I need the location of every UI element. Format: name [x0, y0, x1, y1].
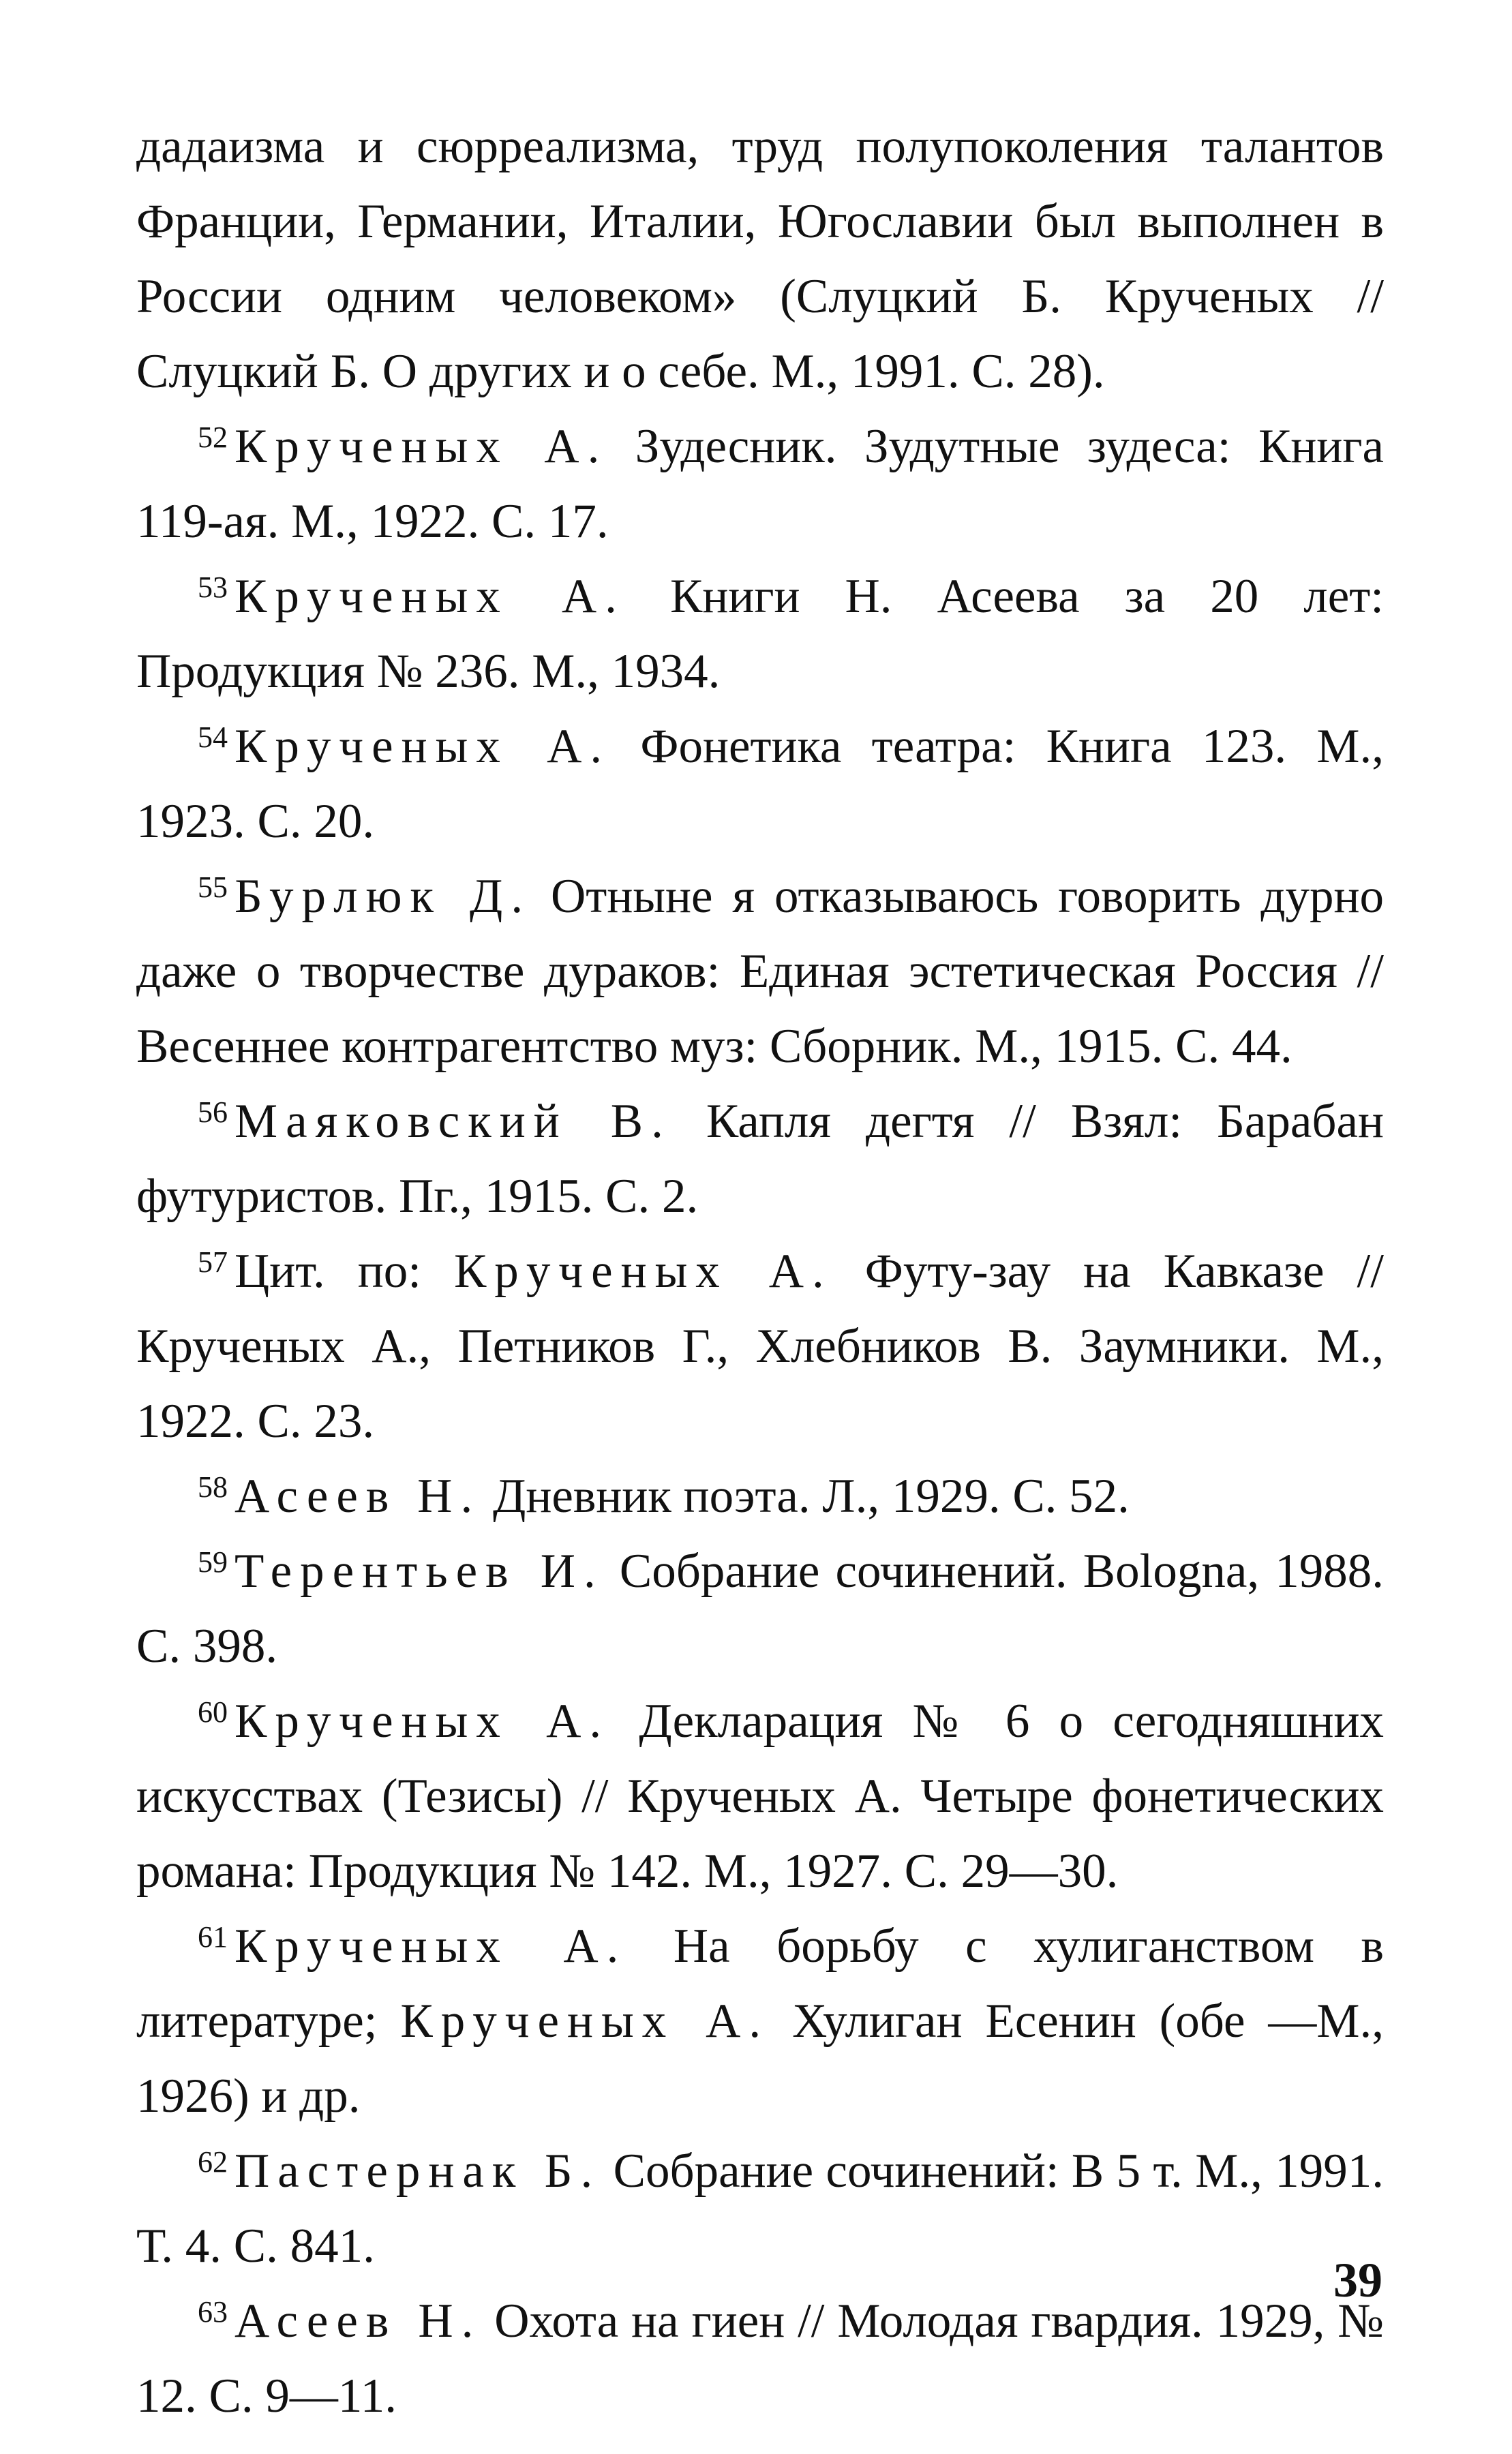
footnote-author: Асеев Н.	[235, 1470, 481, 1523]
footnote-author: Крученых А.	[235, 1920, 627, 1973]
footnote-text: Собрание сочинений. Bologna, 1988. С. 398.	[136, 1545, 1384, 1673]
page-number: 39	[1333, 2253, 1382, 2307]
footnote-56	[136, 1084, 1384, 1234]
footnote-55	[136, 859, 1384, 1084]
footnote-54	[136, 709, 1384, 859]
footnote-text: Капля дегтя // Взял: Барабан футуристов. Пг., 1915. С. 2.	[136, 1095, 1384, 1223]
intro-paragraph	[136, 109, 1384, 409]
footnote-number: 58	[198, 1470, 228, 1504]
footnote-61	[136, 1909, 1384, 2134]
footnote-number: 56	[198, 1095, 228, 1129]
footnote-prefix: Цит. по:	[235, 1245, 454, 1298]
footnote-number: 63	[198, 2295, 228, 2329]
footnote-author: Крученых А.	[235, 720, 611, 773]
footnote-author: Маяковский В.	[235, 1095, 671, 1148]
footnote-52	[136, 409, 1384, 559]
footnote-author-second: Крученых А.	[400, 1995, 770, 2048]
footnote-text: Охота на гиен // Молодая гвардия. 1929, № 12. С. 9—11.	[136, 2294, 1384, 2423]
footnote-number: 61	[198, 1920, 228, 1954]
footnote-text-second: Хулиган Есенин (обе —М., 1926) и др.	[136, 1995, 1384, 2123]
footnote-author: Крученых А.	[453, 1245, 832, 1298]
footnote-text: Декларация № 6 о сегодняшних искусствах (Тезисы) // Крученых А. Четыре фонетических романа: Продукция № 142. М., 1927. С. 29—30.	[136, 1695, 1384, 1898]
footnote-author: Крученых А.	[235, 570, 625, 623]
footnote-63	[136, 2284, 1384, 2434]
footnote-number: 53	[198, 571, 228, 604]
footnote-text: Фонетика театра: Книга 123. М., 1923. С. 20.	[136, 720, 1385, 848]
footnote-59	[136, 1534, 1384, 1684]
footnote-number: 62	[198, 2145, 228, 2179]
intro-text: дадаизма и сюрреализма, труд полупоколения талантов Франции, Германии, Италии, Югославии был выполнен в России одним человеком» (Слуцкий Б. Крученых // Слуцкий Б. О других и о себе. М., 1991. С. 28).	[136, 120, 1384, 398]
footnote-author: Терентьев И.	[235, 1545, 604, 1598]
footnote-57	[136, 1234, 1384, 1459]
footnote-text: Зудесник. Зудутные зудеса: Книга 119-ая. М., 1922. С. 17.	[136, 420, 1384, 548]
footnote-62	[136, 2134, 1384, 2284]
footnotes-block	[136, 109, 1384, 2434]
footnote-number: 60	[198, 1695, 228, 1729]
footnote-number: 55	[198, 870, 228, 904]
footnote-author: Крученых А.	[235, 420, 608, 473]
footnote-author: Бурлюк Д.	[235, 870, 532, 923]
footnote-number: 54	[198, 721, 228, 754]
footnote-number: 52	[198, 421, 228, 454]
footnote-text: Собрание сочинений: В 5 т. М., 1991. Т. 4. С. 841.	[136, 2145, 1385, 2273]
footnote-number: 59	[198, 1545, 228, 1579]
footnote-number: 57	[198, 1245, 228, 1279]
footnote-60	[136, 1684, 1384, 1909]
footnote-text: Отныне я отказываюсь говорить дурно даже о творчестве дураков: Единая эстетическая Россия // Весеннее контрагентство муз: Сборник. М., 1915. С. 44.	[136, 870, 1384, 1073]
footnote-author: Асеев Н.	[235, 2294, 482, 2348]
footnote-text: Футу-зау на Кавказе // Крученых А., Петников Г., Хлебников В. Заумники. М., 1922. С. 23.	[136, 1245, 1384, 1448]
footnote-53	[136, 559, 1384, 709]
footnote-58	[136, 1459, 1384, 1534]
footnote-text: На борьбу с хулиганством в литературе;	[136, 1920, 1385, 2048]
footnote-text: Дневник поэта. Л., 1929. С. 52.	[481, 1470, 1130, 1523]
footnote-author: Крученых А.	[235, 1695, 610, 1748]
footnote-author: Пастернак Б.	[235, 2145, 601, 2198]
footnote-text: Книги Н. Асеева за 20 лет: Продукция № 236. М., 1934.	[136, 570, 1384, 698]
